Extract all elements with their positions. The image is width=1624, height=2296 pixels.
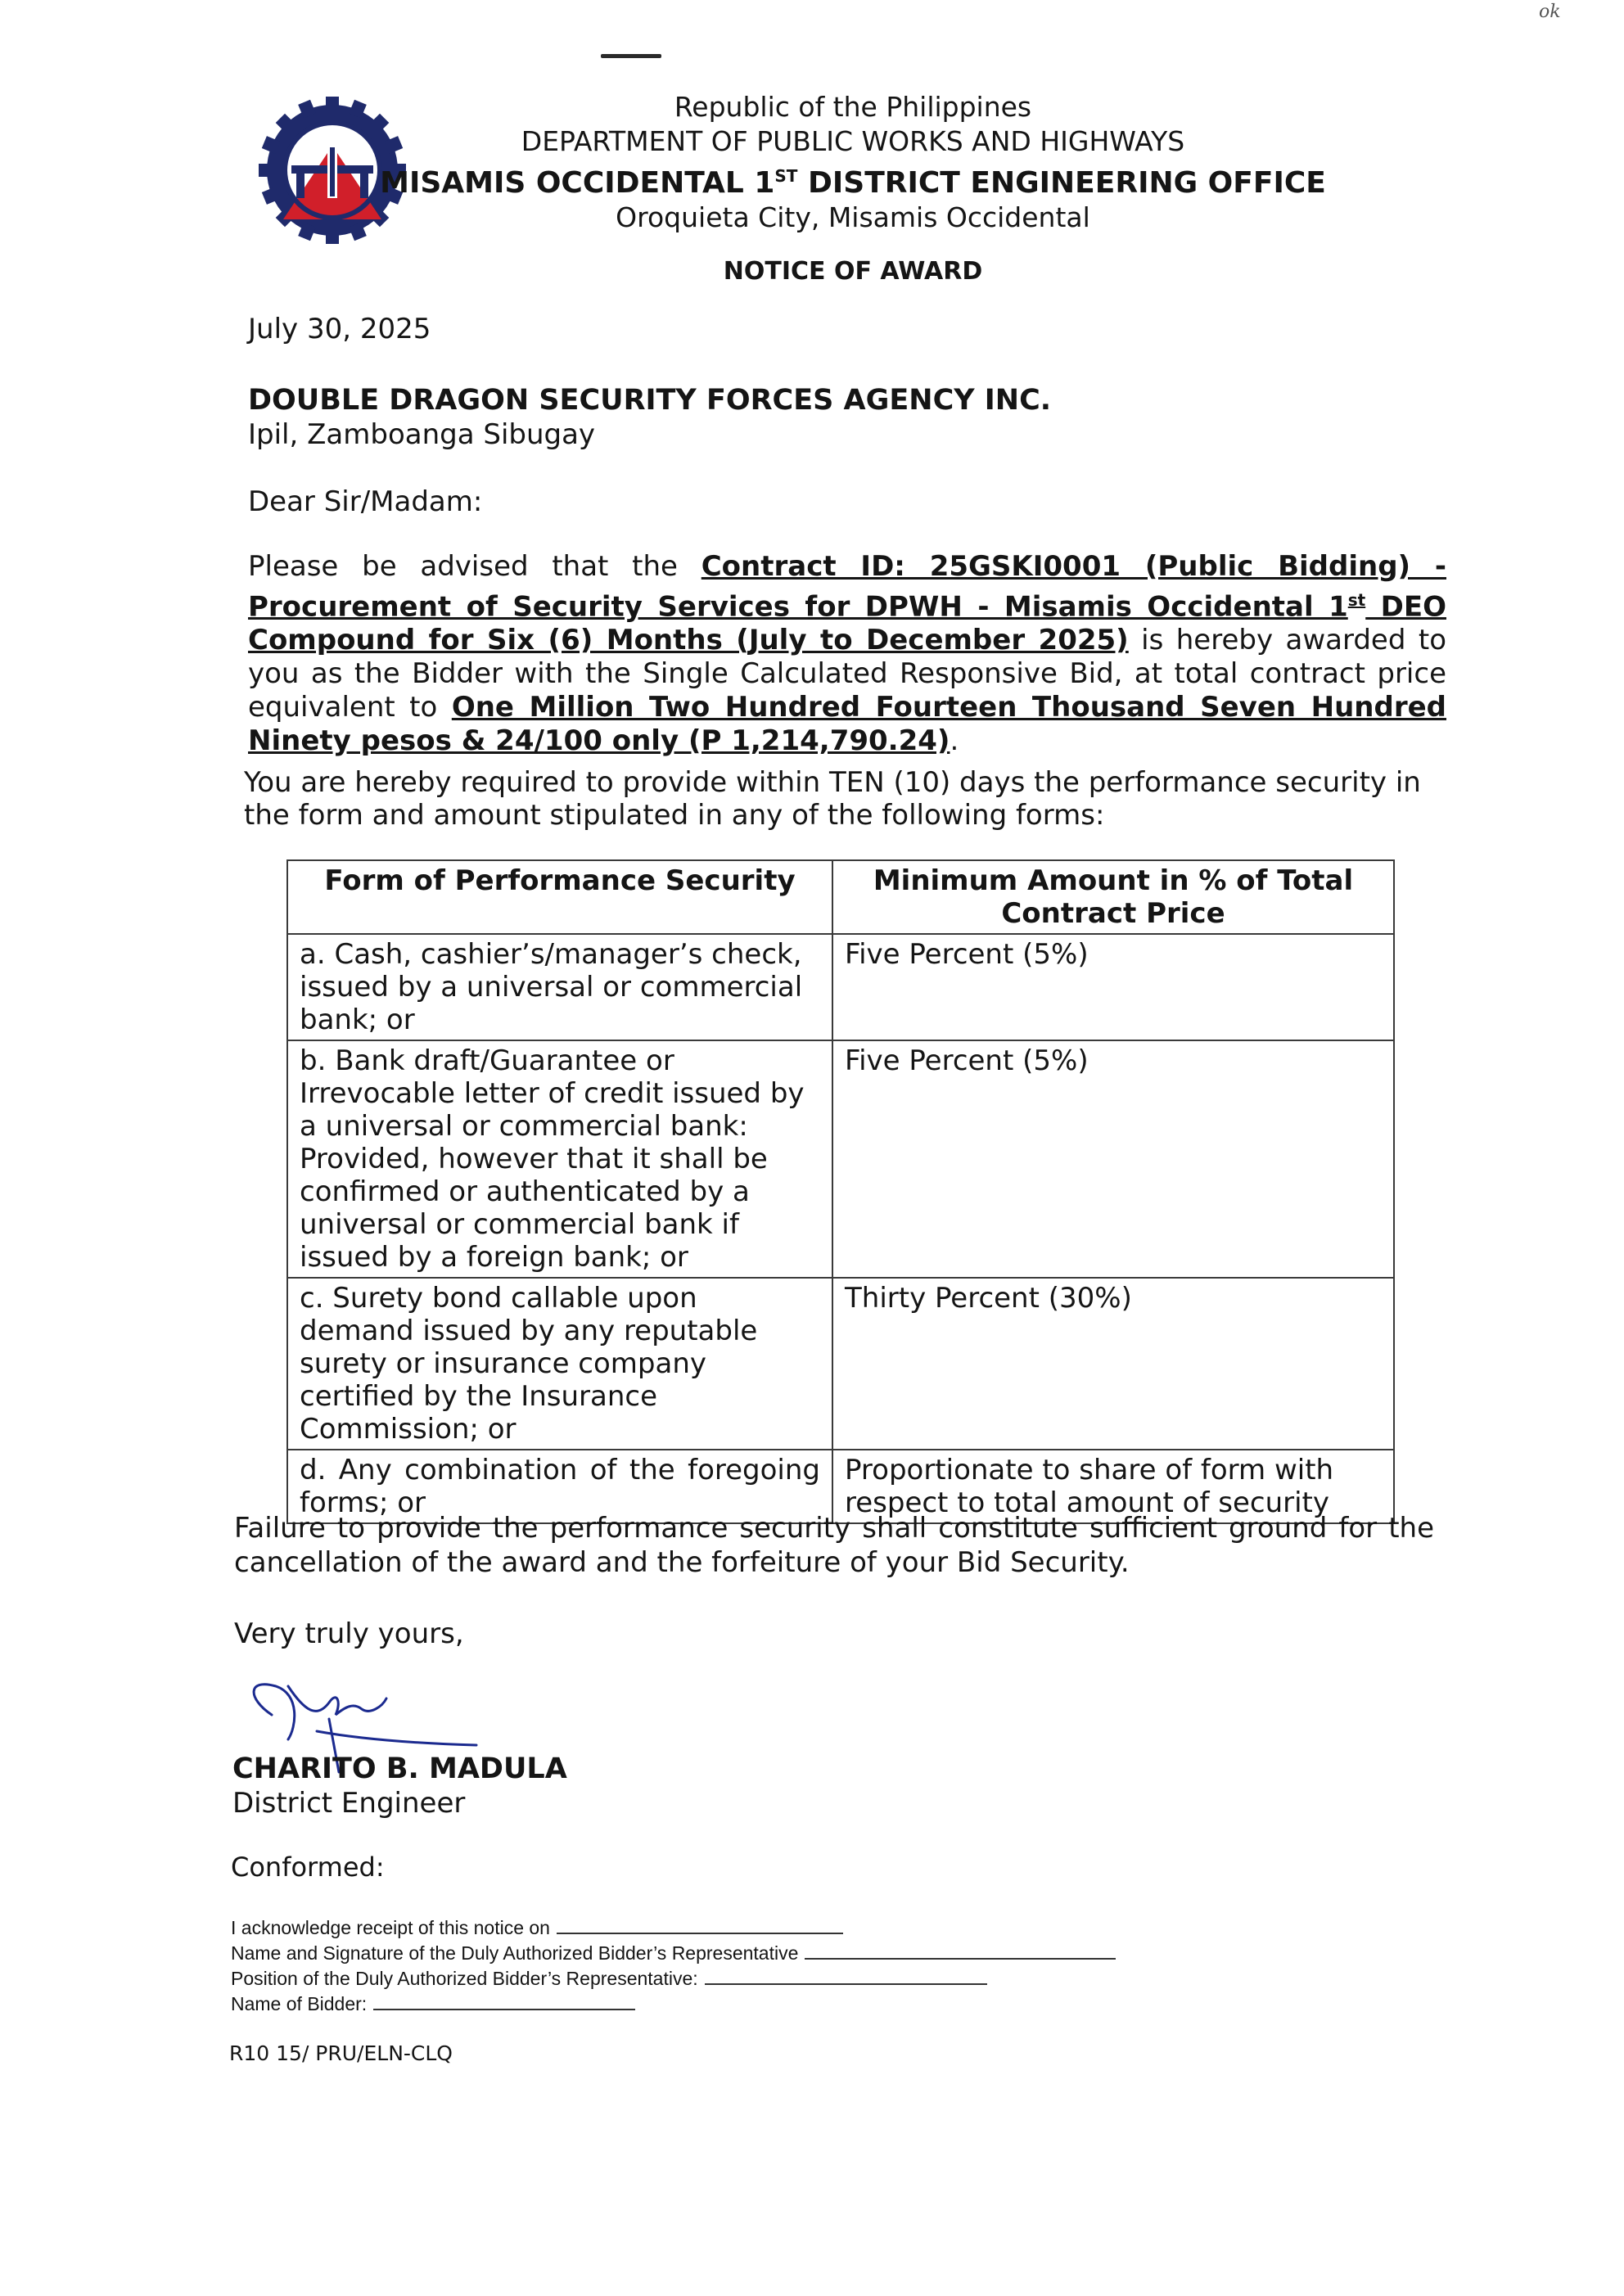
table-header-form: Form of Performance Security — [287, 860, 832, 934]
conformed-label: Conformed: — [231, 1852, 385, 1883]
award-end: . — [950, 724, 959, 758]
office-name-part2: DISTRICT ENGINEERING OFFICE — [797, 166, 1326, 200]
table-row — [287, 1278, 1394, 1450]
contract-description-part2: DEO Compound for Six (6) Months (July to December 2025) — [248, 590, 1446, 657]
addressee-address: Ipil, Zamboanga Sibugay — [248, 418, 596, 451]
ack-receipt-label: I acknowledge receipt of this notice on — [231, 1917, 550, 1938]
corner-handwritten-mark: ok — [1539, 2, 1561, 22]
scan-mark — [601, 54, 661, 58]
award-paragraph — [248, 550, 1446, 758]
addressee-company: DOUBLE DRAGON SECURITY FORCES AGENCY INC. — [248, 384, 1052, 417]
table-row — [287, 934, 1394, 1040]
signatory-name: CHARITO B. MADULA — [232, 1752, 567, 1785]
table-cell-form: b. Bank draft/Guarantee or Irrevocable letter of credit issued by a universal or commercial bank: Provided, however that it shall be confirmed or authenticated by a universal or commercial bank if issued by a foreign bank; or — [287, 1040, 832, 1278]
ack-bidder-label: Name of Bidder: — [231, 1993, 368, 2014]
requirement-paragraph: You are hereby required to provide within TEN (10) days the performance security in the form and amount stipulated in any of the following forms: — [244, 766, 1421, 832]
ack-receipt-blank[interactable] — [557, 1916, 843, 1934]
contract-amount: One Million Two Hundred Fourteen Thousand Seven Hundred Ninety pesos & 24/100 only (P 1,214,790.24) — [248, 691, 1446, 758]
contract-description-superscript: st — [1347, 590, 1366, 610]
contract-description-part1: Contract ID: 25GSKI0001 (Public Bidding) - Procurement of Security Services for DPWH - Misamis Occidental 1 — [248, 550, 1446, 624]
salutation: Dear Sir/Madam: — [248, 485, 483, 518]
table-cell-form: c. Surety bond callable upon demand issued by any reputable surety or insurance company certified by the Insurance Commission; or — [287, 1278, 832, 1450]
office-name-superscript: ST — [774, 166, 798, 186]
ack-position-line — [231, 1966, 1116, 1992]
ack-receipt-line — [231, 1915, 1116, 1941]
letterhead-office — [368, 159, 1338, 201]
signatory-title: District Engineer — [232, 1787, 466, 1820]
performance-security-table — [286, 859, 1395, 1524]
ack-bidder-line — [231, 1992, 1116, 2017]
table-row — [287, 1040, 1394, 1278]
form-code: R10 15/ PRU/ELN-CLQ — [229, 2041, 453, 2065]
letterhead-department: DEPARTMENT OF PUBLIC WORKS AND HIGHWAYS — [521, 125, 1185, 157]
table-cell-amount: Proportionate to share of form with respect to total amount of security — [832, 1450, 1394, 1523]
award-middle: is hereby awarded to you as the Bidder with the Single Calculated Responsive Bid, at total contract price equivalent to — [248, 624, 1446, 724]
award-lead: Please be advised that the — [248, 550, 701, 583]
failure-paragraph: Failure to provide the performance security shall constitute sufficient ground for the cancellation of the award and the forfeiture of your Bid Security. — [234, 1512, 1434, 1579]
letter-date: July 30, 2025 — [248, 313, 431, 345]
letterhead-location: Oroquieta City, Misamis Occidental — [616, 201, 1090, 233]
table-cell-form: d. Any combination of the foregoing forms; or — [287, 1450, 832, 1523]
acknowledgement-block — [231, 1915, 1116, 2017]
addressee-block — [248, 383, 1051, 452]
table-cell-amount: Thirty Percent (30%) — [832, 1278, 1394, 1450]
office-name-part1: MISAMIS OCCIDENTAL 1 — [380, 166, 775, 200]
closing: Very truly yours, — [234, 1617, 464, 1650]
notice-title: NOTICE OF AWARD — [723, 257, 983, 286]
ack-signature-label: Name and Signature of the Duly Authorized Bidder’s Representative — [231, 1942, 799, 1964]
ack-bidder-blank[interactable] — [373, 1992, 635, 2010]
ack-position-blank[interactable] — [705, 1967, 987, 1985]
ack-position-label: Position of the Duly Authorized Bidder’s Representative: — [231, 1968, 698, 1989]
letterhead — [368, 90, 1338, 235]
table-cell-amount: Five Percent (5%) — [832, 1040, 1394, 1278]
letterhead-republic: Republic of the Philippines — [674, 91, 1032, 123]
table-header-amount: Minimum Amount in % of Total Contract Price — [832, 860, 1394, 934]
table-cell-form: a. Cash, cashier’s/manager’s check, issued by a universal or commercial bank; or — [287, 934, 832, 1040]
table-header-row — [287, 860, 1394, 934]
ack-signature-blank[interactable] — [805, 1942, 1116, 1960]
table-cell-amount: Five Percent (5%) — [832, 934, 1394, 1040]
ack-signature-line — [231, 1941, 1116, 1966]
signatory-block — [232, 1752, 567, 1820]
